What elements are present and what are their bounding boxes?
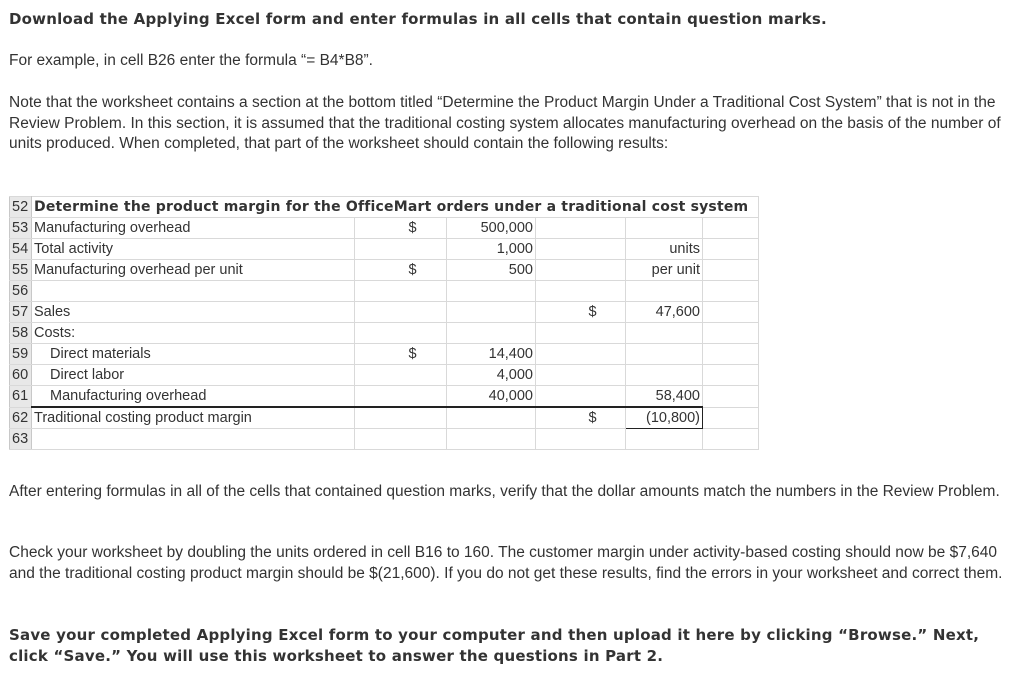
row-number[interactable]: 61: [10, 386, 32, 408]
row-number[interactable]: 63: [10, 429, 32, 450]
empty-cell[interactable]: [626, 323, 703, 344]
empty-cell[interactable]: [536, 386, 626, 408]
unit-label-cell[interactable]: per unit: [626, 260, 703, 281]
worksheet-table: [9, 196, 759, 450]
empty-cell[interactable]: [355, 302, 447, 323]
empty-cell[interactable]: [536, 281, 626, 302]
dollar-sign-cell[interactable]: $: [355, 218, 447, 239]
sheet-row-52: [10, 197, 759, 218]
empty-cell[interactable]: [536, 344, 626, 365]
empty-cell[interactable]: [447, 302, 536, 323]
row-number[interactable]: 56: [10, 281, 32, 302]
row-number[interactable]: 53: [10, 218, 32, 239]
empty-cell[interactable]: [447, 429, 536, 450]
row-number[interactable]: 54: [10, 239, 32, 260]
value-cell[interactable]: 4,000: [447, 365, 536, 386]
empty-cell[interactable]: [447, 407, 536, 429]
instruction-title: Download the Applying Excel form and enter formulas in all cells that contain question marks.: [9, 10, 827, 28]
empty-cell[interactable]: [703, 218, 759, 239]
empty-cell[interactable]: [626, 281, 703, 302]
label-cell[interactable]: Direct materials: [32, 344, 355, 365]
empty-cell[interactable]: [32, 281, 355, 302]
empty-cell[interactable]: [355, 407, 447, 429]
sheet-row-56: [10, 281, 759, 302]
empty-cell[interactable]: [703, 386, 759, 408]
row-number[interactable]: 58: [10, 323, 32, 344]
empty-cell[interactable]: [626, 218, 703, 239]
empty-cell[interactable]: [703, 365, 759, 386]
row-number[interactable]: 55: [10, 260, 32, 281]
instruction-check: Check your worksheet by doubling the units ordered in cell B16 to 160. The customer margin under activity-based costing should now be $7,640 and the traditional costing product margin should be $(21,600). If you do not get these results, find the errors in your worksheet and correct them.: [9, 544, 1003, 582]
row-number[interactable]: 62: [10, 407, 32, 429]
label-cell[interactable]: Sales: [32, 302, 355, 323]
label-cell[interactable]: Manufacturing overhead: [32, 386, 355, 408]
empty-cell[interactable]: [703, 344, 759, 365]
empty-cell[interactable]: [355, 239, 447, 260]
empty-cell[interactable]: [536, 323, 626, 344]
empty-cell[interactable]: [703, 260, 759, 281]
instruction-note: Note that the worksheet contains a section at the bottom titled “Determine the Product Margin Under a Traditional Cost System” that is not in the Review Problem. In this section, it is assumed that the traditional costing system allocates manufacturing overhead on the basis of the number of units produced. When completed, that part of the worksheet should contain the following results:: [9, 94, 1001, 152]
empty-cell[interactable]: [626, 429, 703, 450]
empty-cell[interactable]: [703, 302, 759, 323]
row-number[interactable]: 60: [10, 365, 32, 386]
sheet-row-62: [10, 407, 759, 429]
empty-cell[interactable]: [355, 281, 447, 302]
instruction-example: For example, in cell B26 enter the formula “= B4*B8”.: [9, 52, 373, 69]
value-cell[interactable]: 40,000: [447, 386, 536, 408]
row-number[interactable]: 59: [10, 344, 32, 365]
empty-cell[interactable]: [626, 344, 703, 365]
dollar-sign-cell[interactable]: $: [355, 344, 447, 365]
empty-cell[interactable]: [536, 260, 626, 281]
value-cell[interactable]: 1,000: [447, 239, 536, 260]
label-cell[interactable]: Total activity: [32, 239, 355, 260]
value-cell[interactable]: 58,400: [626, 386, 703, 408]
row-number[interactable]: 57: [10, 302, 32, 323]
sheet-row-60: [10, 365, 759, 386]
dollar-sign-cell[interactable]: $: [355, 260, 447, 281]
dollar-sign-cell[interactable]: $: [536, 302, 626, 323]
value-cell[interactable]: 500: [447, 260, 536, 281]
sheet-row-61: [10, 386, 759, 408]
sheet-row-53: [10, 218, 759, 239]
sheet-row-55: [10, 260, 759, 281]
sheet-row-59: [10, 344, 759, 365]
empty-cell[interactable]: [536, 365, 626, 386]
row-number[interactable]: 52: [10, 197, 32, 218]
value-cell[interactable]: 47,600: [626, 302, 703, 323]
dollar-sign-cell[interactable]: $: [536, 407, 626, 429]
empty-cell[interactable]: [355, 386, 447, 408]
empty-cell[interactable]: [703, 239, 759, 260]
label-cell[interactable]: Manufacturing overhead per unit: [32, 260, 355, 281]
empty-cell[interactable]: [355, 323, 447, 344]
section-header-cell[interactable]: Determine the product margin for the OfficeMart orders under a traditional cost system: [32, 197, 759, 218]
empty-cell[interactable]: [447, 281, 536, 302]
empty-cell[interactable]: [355, 429, 447, 450]
label-cell[interactable]: Traditional costing product margin: [32, 407, 355, 429]
sheet-row-58: [10, 323, 759, 344]
empty-cell[interactable]: [703, 323, 759, 344]
sheet-row-54: [10, 239, 759, 260]
empty-cell[interactable]: [626, 365, 703, 386]
empty-cell[interactable]: [536, 429, 626, 450]
empty-cell[interactable]: [703, 407, 759, 429]
empty-cell[interactable]: [536, 239, 626, 260]
empty-cell[interactable]: [447, 323, 536, 344]
instruction-save: Save your completed Applying Excel form to your computer and then upload it here by clicking “Browse.” Next, click “Save.” You will use this worksheet to answer the questions in Part 2.: [9, 626, 980, 665]
value-cell[interactable]: 14,400: [447, 344, 536, 365]
value-cell[interactable]: 500,000: [447, 218, 536, 239]
unit-label-cell[interactable]: units: [626, 239, 703, 260]
label-cell[interactable]: Direct labor: [32, 365, 355, 386]
empty-cell[interactable]: [703, 281, 759, 302]
label-cell[interactable]: Costs:: [32, 323, 355, 344]
label-cell[interactable]: Manufacturing overhead: [32, 218, 355, 239]
instruction-after: After entering formulas in all of the cells that contained question marks, verify that the dollar amounts match the numbers in the Review Problem.: [9, 483, 1000, 500]
empty-cell[interactable]: [355, 365, 447, 386]
product-margin-cell[interactable]: (10,800): [626, 407, 703, 429]
sheet-row-57: [10, 302, 759, 323]
empty-cell[interactable]: [32, 429, 355, 450]
empty-cell[interactable]: [703, 429, 759, 450]
empty-cell[interactable]: [536, 218, 626, 239]
sheet-row-63: [10, 429, 759, 450]
